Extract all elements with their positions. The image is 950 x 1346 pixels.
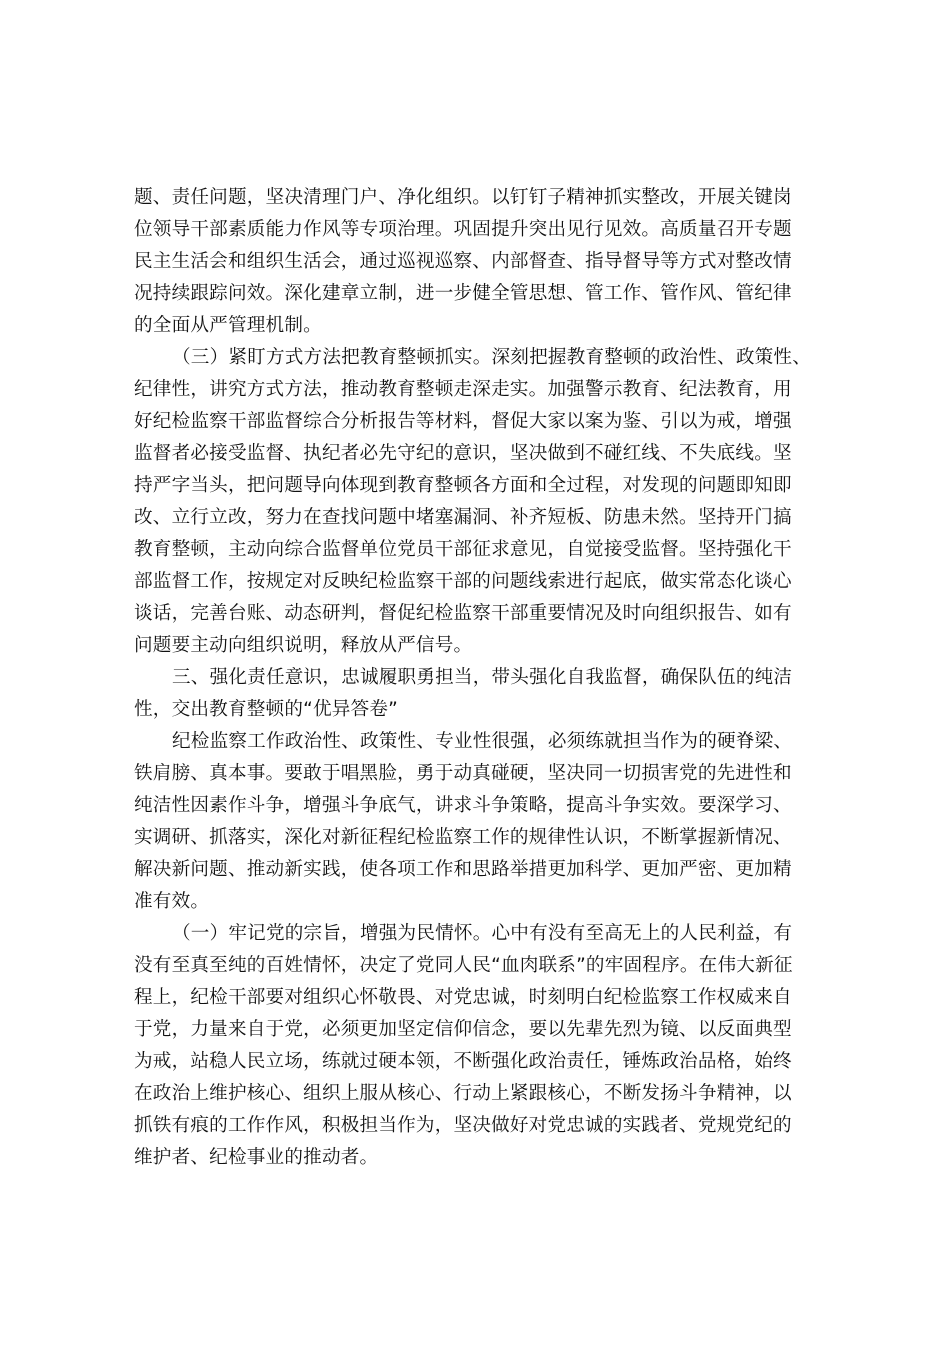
text-line: 纪律性，讲究方式方法，推动教育整顿走深走实。加强警示教育、纪法教育，用 [134,379,792,400]
document-body [134,182,834,1174]
text-line: 没有至真至纯的百姓情怀，决定了党同人民“血肉联系”的牢固程序。在伟大新征 [134,955,793,976]
text-line: 持严字当头，把问题导向体现到教育整顿各方面和全过程，对发现的问题即知即 [134,475,792,496]
text-line: 铁肩膀、真本事。要敢于唱黑脸，勇于动真碰硬，坚决同一切损害党的先进性和 [134,763,792,784]
section-heading-line: （一）牢记党的宗旨，增强为民情怀。心中有没有至高无上的人民利益，有 [172,923,793,944]
text-line: 维护者、纪检事业的推动者。 [134,1147,379,1168]
text-line: 部监督工作，按规定对反映纪检监察干部的问题线索进行起底，做实常态化谈心 [134,571,792,592]
text-line: 在政治上维护核心、组织上服从核心、行动上紧跟核心，不断发扬斗争精神，以 [134,1083,792,1104]
text-line: 抓铁有痕的工作作风，积极担当作为，坚决做好对党忠诚的实践者、党规党纪的 [134,1115,792,1136]
text-line: 好纪检监察干部监督综合分析报告等材料，督促大家以案为鉴、引以为戒，增强 [134,411,792,432]
text-line: 实调研、抓落实，深化对新征程纪检监察工作的规律性认识，不断掌握新情况、 [134,827,792,848]
chapter-heading-line: 性，交出教育整顿的“优异答卷” [134,699,398,720]
text-line: 谈话，完善台账、动态研判，督促纪检监察干部重要情况及时向组织报告、如有 [134,603,792,624]
text-line: 纯洁性因素作斗争，增强斗争底气，讲求斗争策略，提高斗争实效。要深学习、 [134,795,792,816]
text-line: 解决新问题、推动新实践，使各项工作和思路举措更加科学、更加严密、更加精 [134,859,792,880]
text-line: 监督者必接受监督、执纪者必先守纪的意识，坚决做到不碰红线、不失底线。坚 [134,443,792,464]
text-line: 的全面从严管理机制。 [134,315,322,336]
text-line: 纪检监察工作政治性、政策性、专业性很强，必须练就担当作为的硬脊梁、 [172,731,793,752]
text-line: 问题要主动向组织说明，释放从严信号。 [134,635,473,656]
text-line: 改、立行立改，努力在查找问题中堵塞漏洞、补齐短板、防患未然。坚持开门搞 [134,507,792,528]
text-line: 准有效。 [134,891,210,912]
text-line: 程上，纪检干部要对组织心怀敬畏、对党忠诚，时刻明白纪检监察工作权威来自 [134,987,792,1008]
text-line: 于党，力量来自于党，必须更加坚定信仰信念，要以先辈先烈为镜、以反面典型 [134,1019,792,1040]
text-line: 位领导干部素质能力作风等专项治理。巩固提升突出见行见效。高质量召开专题 [134,219,792,240]
text-line: 民主生活会和组织生活会，通过巡视巡察、内部督查、指导督导等方式对整改情 [134,251,792,272]
text-line: 为戒，站稳人民立场，练就过硬本领，不断强化政治责任，锤炼政治品格，始终 [134,1051,792,1072]
chapter-heading-line: 三、强化责任意识，忠诚履职勇担当，带头强化自我监督，确保队伍的纯洁 [172,667,793,688]
text-line: 题、责任问题，坚决清理门户、净化组织。以钉钉子精神抓实整改，开展关键岗 [134,187,792,208]
text-line: 教育整顿，主动向综合监督单位党员干部征求意见，自觉接受监督。坚持强化干 [134,539,792,560]
text-line: 况持续跟踪问效。深化建章立制，进一步健全管思想、管工作、管作风、管纪律 [134,283,792,304]
section-heading-line: （三）紧盯方式方法把教育整顿抓实。深刻把握教育整顿的政治性、政策性、 [172,347,811,368]
